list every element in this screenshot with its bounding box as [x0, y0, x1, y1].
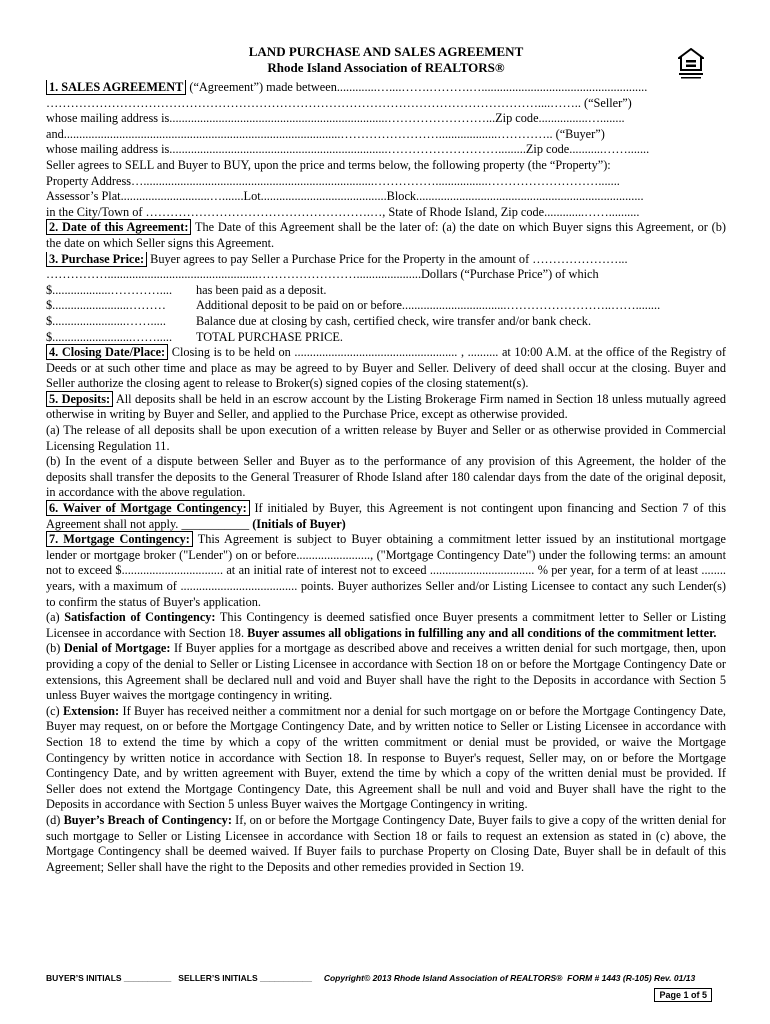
seller-name-line: …………………………………………………………………………………………………………....…….. (“Seller”) [46, 95, 632, 110]
section-7d: (d) Buyer’s Breach of Contingency: If, on or before the Mortgage Contingency Date, Buyer fails to give a copy of the written denial for such mortgage to Seller or Listing Licensee in accordance with Section 18 or fails to request an extension as stated in (c) above, the Mortgage Contingency shall be deemed waived. If Buyer fails to purchase Property on Closing Date, Buyer shall be in default of this Agreement; Seller shall have the right to the Deposits and other remedies provided in Section 19. [46, 812, 726, 874]
section-5a: (a) The release of all deposits shall be upon execution of a written release by Buyer and Seller or as otherwise provided in Commercial Licensing Regulation 11. [46, 423, 726, 453]
section-3-heading: 3. Purchase Price: [46, 252, 147, 267]
section-7 [46, 532, 726, 875]
buyer-initials-blank: ___________ [181, 516, 250, 531]
section-4 [46, 345, 726, 392]
section-7b: (b) Denial of Mortgage: If Buyer applies for a mortgage as described above and receives a written denial for such mortgage, then, upon providing a copy of the denial to Seller or Listing Licensee in accordance with Section 18 on or before the Mortgage Contingency Date or extensions, this Agreement shall be declared null and void and Buyer shall have the right to the Deposits in accordance with Section 5 unless Buyer waives the mortgage contingency in writing. [46, 641, 726, 703]
additional-deposit-label: Additional deposit to be paid on or before..................................……………………..……........ [196, 298, 661, 313]
section-3-text: Buyer agrees to pay Seller a Purchase Price for the Property in the amount of …………………... [150, 251, 628, 266]
section-5 [46, 392, 726, 501]
deposit-label: has been paid as a deposit. [196, 282, 327, 297]
section-4-heading: 4. Closing Date/Place: [46, 344, 168, 360]
seller-initials-footer: SELLER’S INITIALS ___________ [178, 973, 312, 983]
seller-address-line: whose mailing address is.......................................................................……………………...Zip code................…........ [46, 111, 625, 126]
section-7-text: This Agreement is subject to Buyer obtaining a commitment letter issued by an institutional mortgage lender or mortgage broker ("Lender") on or before........................, ("Mortgage Contingency Date") under the following terms: an amount not to exceed $................................. at an initial rate of interest not to exceed .................................. % per year, for a term of at least ........ years, with a maximum of ...................................... points. Buyer authorizes Seller and/or Listing Licensee to contact any such Lender(s) to confirm the status of Buyer's application. [46, 532, 726, 609]
city-town-line: in the City/Town of ……………………………………………….…, State of Rhode Island, Zip code.............…….......... [46, 204, 640, 219]
total-row [46, 330, 726, 346]
total-amount: $..........................……..... [46, 329, 173, 344]
s1-line1: (“Agreement”) made between.............…....…….……….…...................................................... [189, 80, 648, 94]
additional-deposit-amount: $.........................……… [46, 298, 166, 313]
assessor-plat-line: Assessor’s Plat.............................….......Lot.........................................Block.......................................................................... [46, 189, 644, 204]
price-words-line: …………….................................................…………………….....................Dollars (“Purchase Price”) of which [46, 267, 599, 282]
section-6-text: If initialed by Buyer, this Agreement is not contingent upon financing and Section 7 of this Agreement shall not apply. [46, 501, 726, 531]
page-number: Page 1 of 5 [654, 988, 712, 1002]
section-2-heading: 2. Date of this Agreement: [46, 219, 191, 235]
section-6-heading: 6. Waiver of Mortgage Contingency: [46, 500, 250, 516]
document-subtitle: Rhode Island Association of REALTORS® [267, 60, 505, 75]
balance-row [46, 314, 726, 330]
buyer-name-line: and..........................................................................................……………………...................………….. (“Buyer”) [46, 126, 605, 141]
section-1 [46, 80, 726, 220]
section-2-text: The Date of this Agreement shall be the later of: (a) the date on which Buyer signs this Agreement, or (b) the date on which Seller signs this Agreement. [46, 220, 727, 250]
section-1-heading: 1. SALES AGREEMENT [46, 80, 186, 95]
deposit-amount: $...................………….... [46, 282, 173, 297]
section-3 [46, 252, 726, 346]
section-2 [46, 220, 726, 251]
section-5b: (b) In the event of a dispute between Seller and Buyer as to the performance of any provision of this Agreement, the holder of the deposits shall transfer the deposits to the General Treasurer of Rhode Island after 180 calendar days from the date of the original deposit, in accordance with the above regulation. [46, 454, 726, 500]
buyer-address-line: whose mailing address is.......................................................................……………………….........Zip code...........……....... [46, 142, 650, 157]
page-footer [46, 973, 726, 983]
property-address-line: Property Address…...........................................................................…………….................………………………....... [46, 173, 620, 188]
property-statement: Seller agrees to SELL and Buyer to BUY, upon the price and terms below, the following property (the “Property”): [46, 157, 611, 172]
document-page [46, 44, 726, 875]
equal-housing-logo [678, 48, 704, 82]
section-5-heading: 5. Deposits: [46, 391, 113, 407]
form-number: FORM # 1443 (R-105) Rev. 01/13 [567, 973, 696, 983]
section-7-heading: 7. Mortgage Contingency: [46, 531, 193, 547]
balance-label: Balance due at closing by cash, certified check, wire transfer and/or bank check. [196, 313, 592, 328]
section-5-text: All deposits shall be held in an escrow account by the Listing Brokerage Firm named in Section 18 unless mutually agreed otherwise in writing by Buyer and Seller, and applied to the Purchase Price, except as otherwise provided. [46, 391, 726, 422]
section-6 [46, 501, 726, 532]
section-7c: (c) Extension: If Buyer has received neither a commitment nor a denial for such mortgage on or before the Mortgage Contingency Date, Buyer may request, on or before the Mortgage Contingency Date, and by written notice to Seller or Listing Licensee in accordance with Section 18 to extend the time by which a copy of the written commitment or denial must be provided, or waive the Mortgage Contingency by written notice in accordance with Section 18. In response to Buyer's request, Seller may, on or before the Mortgage Contingency Date, and by written agreement with Buyer, extend the time by which a copy of the written denial must be provided. If Seller does not extend the Mortgage Contingency Date, this Agreement shall be null and void and Buyer shall have the right to the Deposits in accordance with Section 5 unless Buyer waives the Mortgage Contingency in writing. [46, 703, 726, 812]
section-4-text: Closing is to be held on ..................................................... , .......... at 10:00 A.M. at the office of the Registry of Deeds or at such other time and place as may be agreed to by Buyer and Seller. Delivery of deed shall occur at the closing. Buyer and Seller authorize the closing agent to release to Broker(s) signed copies of the closing statement(s). [46, 345, 727, 391]
section-7a: (a) Satisfaction of Contingency: This Contingency is deemed satisfied once Buyer presents a commitment letter to Seller or Listing Licensee in accordance with Section 18. Buyer assumes all obligations in fulfilling any and all conditions of the commitment letter. [46, 610, 726, 640]
buyer-initials-footer: BUYER’S INITIALS __________ [46, 973, 172, 983]
deposit-row [46, 283, 726, 299]
additional-deposit-row [46, 298, 726, 314]
initials-of-buyer-label: (Initials of Buyer) [252, 516, 346, 531]
copyright-text: Copyright© 2013 Rhode Island Association of REALTORS® [323, 973, 563, 983]
total-label: TOTAL PURCHASE PRICE. [196, 329, 343, 344]
balance-amount: $........................……..... [46, 313, 166, 328]
document-title: LAND PURCHASE AND SALES AGREEMENT [248, 44, 524, 59]
